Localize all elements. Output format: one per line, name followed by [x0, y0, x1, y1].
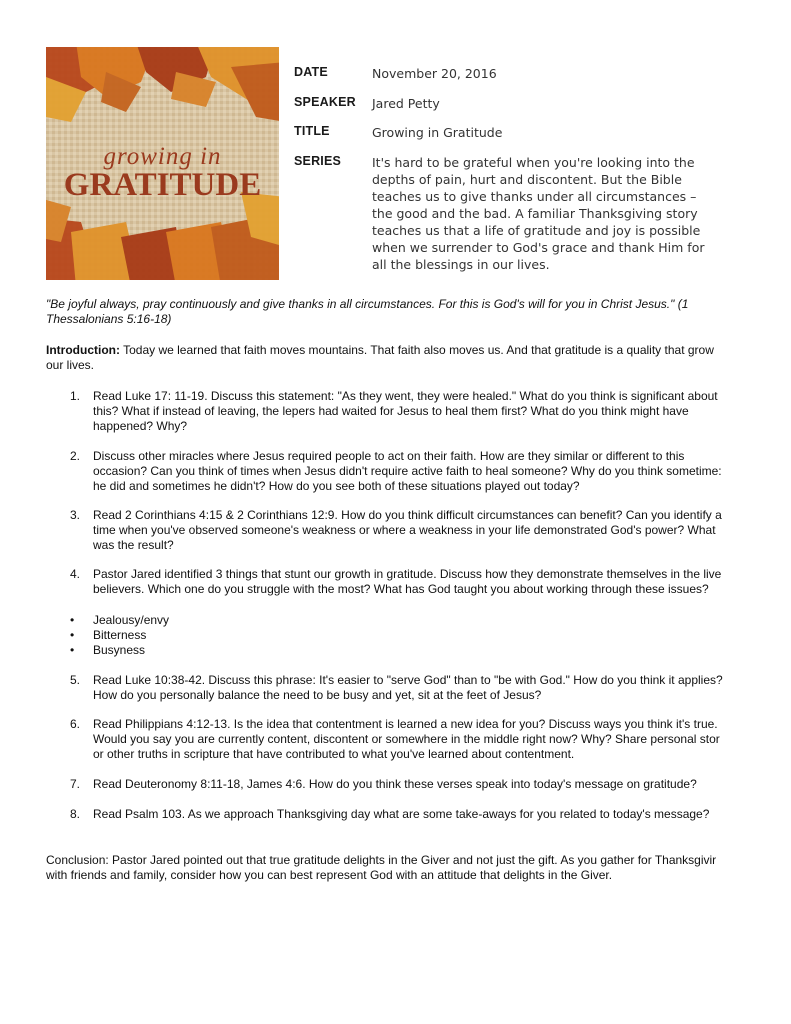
introduction-text: our lives.	[46, 358, 95, 372]
question-line: Read 2 Corinthians 4:15 & 2 Corinthians 12:9. How do you think difficult circumstances can benefit? Can you identify a	[93, 508, 722, 522]
banner-title-main: GRATITUDE	[63, 167, 262, 203]
question-line: Read Psalm 103. As we approach Thanksgiving day what are some take-aways for you related to today's message?	[93, 807, 710, 821]
question-text	[93, 449, 791, 494]
question-line: was the result?	[93, 538, 174, 552]
question-number: 6.	[70, 717, 81, 731]
scripture-line: Thessalonians 5:16-18)	[46, 312, 172, 326]
question-text	[93, 807, 791, 822]
question-number: 1.	[70, 389, 81, 403]
series-label: SERIES	[294, 154, 342, 168]
series-line: It's hard to be grateful when you're looking into the	[372, 155, 695, 170]
question-text	[93, 717, 791, 762]
question-line: he did and sometimes he didn't? How do you see both of these situations played out today?	[93, 479, 580, 493]
series-line: all the blessings in our lives.	[372, 257, 550, 272]
series-line: teaches us to give thanks under all circumstances –	[372, 189, 697, 204]
question-text	[93, 673, 791, 703]
introduction-text: Today we learned that faith moves mountains. That faith also moves us. And that gratitude is a quality that grow	[119, 343, 714, 357]
question-line: Discuss other miracles where Jesus required people to act on their faith. How are they similar or different to this	[93, 449, 685, 463]
title-label: TITLE	[294, 124, 330, 138]
series-description	[372, 154, 708, 273]
series-line: depths of pain, hurt and discontent. But the Bible	[372, 172, 682, 187]
series-line: teaches us that a life of gratitude and joy is possible	[372, 223, 701, 238]
conclusion-line: Conclusion: Pastor Jared pointed out that true gratitude delights in the Giver and not just the gift. As you gather for Thanksgivir	[46, 853, 717, 867]
question-number: 3.	[70, 508, 81, 522]
question-line: time when you've observed someone's weakness or where a weakness in your life demonstrated God's power? What	[93, 523, 716, 537]
question-number: 5.	[70, 673, 81, 687]
meta-row-date	[294, 65, 708, 82]
question-line: Read Luke 17: 11-19. Discuss this statement: "As they went, they were healed." What do you think is significant about	[93, 389, 718, 403]
question-line: Read Luke 10:38-42. Discuss this phrase: It's easier to "serve God" than to "be with God." How do you think it applies?	[93, 673, 723, 687]
meta-row-title	[294, 124, 708, 141]
scripture-quote	[46, 297, 786, 327]
date-value: November 20, 2016	[372, 66, 497, 81]
speaker-value: Jared Petty	[372, 96, 440, 111]
meta-row-series	[294, 154, 708, 273]
meta-row-speaker	[294, 95, 708, 112]
question-number: 2.	[70, 449, 81, 463]
question-number: 4.	[70, 567, 81, 581]
question-line: believers. Which one do you struggle with the most? What has God taught you about working through these issues?	[93, 582, 709, 596]
title-value: Growing in Gratitude	[372, 125, 503, 140]
bullet-text: Busyness	[93, 643, 146, 657]
question-text	[93, 567, 791, 597]
question-line: How do you personally balance the need to be busy and yet, sit at the feet of Jesus?	[93, 688, 542, 702]
conclusion-line: with friends and family, consider how you can best represent God with an attitude that delights in the Giver.	[46, 868, 613, 882]
question-line: Read Philippians 4:12-13. Is the idea that contentment is learned a new idea for you? Discuss ways you think it's true.	[93, 717, 718, 731]
bullet-marker: •	[70, 628, 75, 642]
bullet-text: Bitterness	[93, 628, 147, 642]
conclusion	[46, 853, 791, 883]
question-line: Would you say you are currently content, discontent or somewhere in the middle right now? Why? Share personal stor	[93, 732, 720, 746]
question-line: or other truths in scripture that have contributed to what you've learned about contentment.	[93, 747, 575, 761]
bullet-marker: •	[70, 613, 75, 627]
banner-title-script: growing in	[103, 143, 222, 170]
introduction-label: Introduction:	[46, 343, 120, 357]
speaker-label: SPEAKER	[294, 95, 356, 109]
date-label: DATE	[294, 65, 328, 79]
question-line: Read Deuteronomy 8:11-18, James 4:6. How do you think these verses speak into today's message on gratitude?	[93, 777, 697, 791]
series-line: the good and the bad. A familiar Thanksgiving story	[372, 206, 698, 221]
scripture-line: "Be joyful always, pray continuously and give thanks in all circumstances. For this is God's will for you in Christ Jesus." (1	[46, 297, 689, 311]
bullet-text: Jealousy/envy	[93, 613, 170, 627]
series-line: when we surrender to God's grace and thank Him for	[372, 240, 705, 255]
question-number: 8.	[70, 807, 81, 821]
sermon-banner-image	[46, 47, 279, 280]
question-text	[93, 777, 791, 792]
question-line: this? What if instead of leaving, the lepers had waited for Jesus to heal them first? What do you think might have	[93, 404, 689, 418]
introduction	[46, 343, 791, 373]
question-line: occasion? Can you think of times when Jesus didn't require active faith to heal someone? Why do you think sometime:	[93, 464, 722, 478]
question-number: 7.	[70, 777, 81, 791]
question-line: happened? Why?	[93, 419, 188, 433]
question-line: Pastor Jared identified 3 things that stunt our growth in gratitude. Discuss how they demonstrate themselves in the live	[93, 567, 722, 581]
question-text	[93, 389, 791, 434]
bullet-marker: •	[70, 643, 75, 657]
question-text	[93, 508, 791, 553]
